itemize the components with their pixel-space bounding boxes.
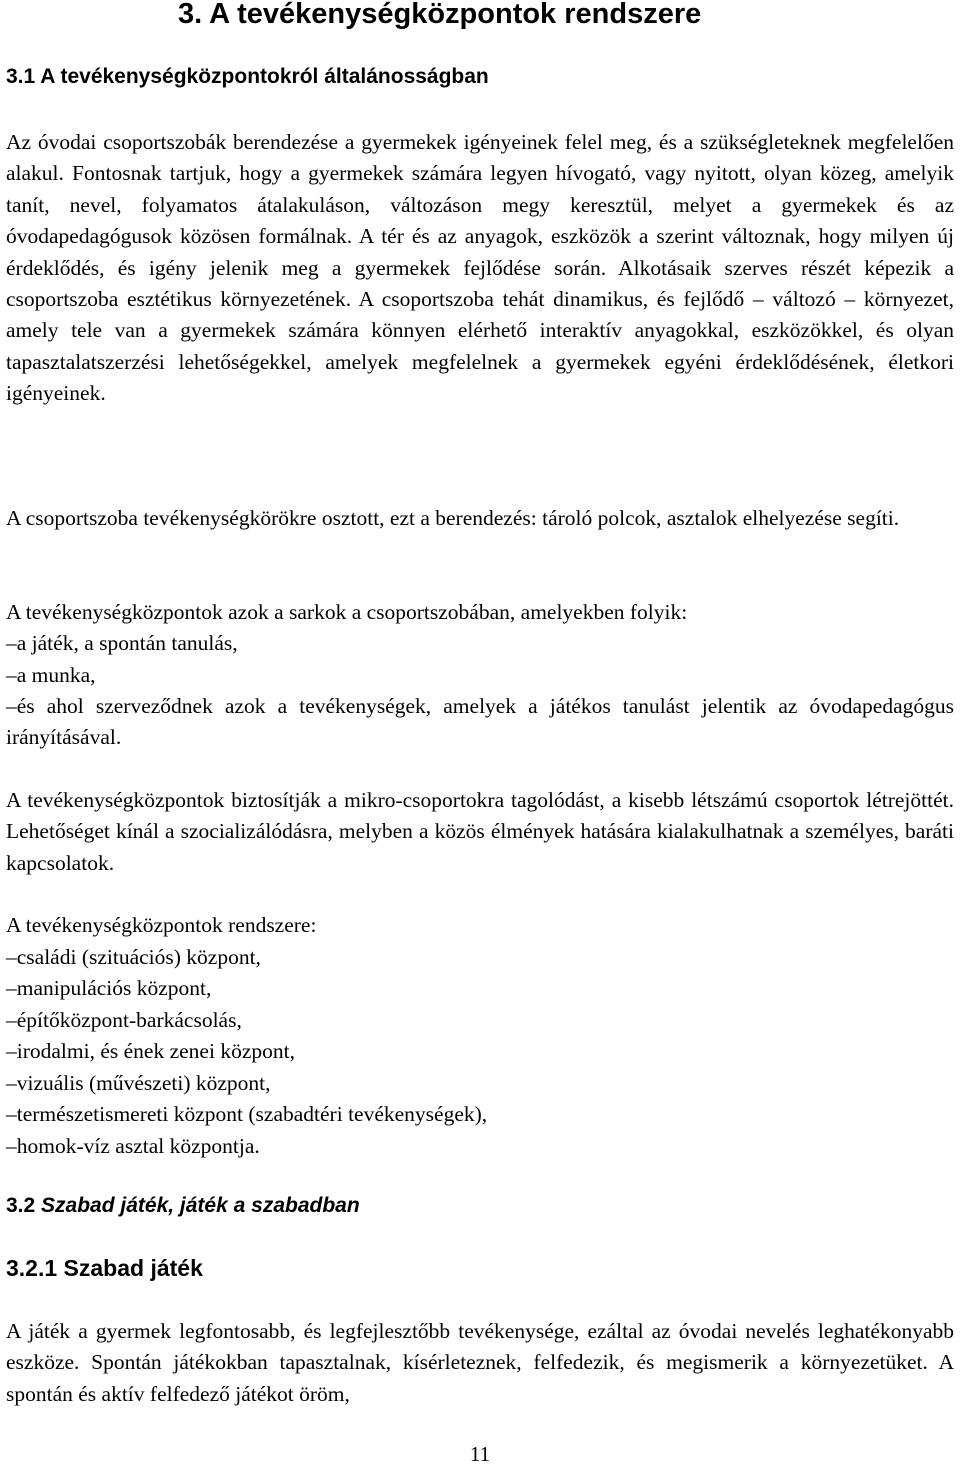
list-item: –és ahol szerveződnek azok a tevékenységek, amelyek a játékos tanulást jelentik az óvodapedagógus irányításával. xyxy=(6,694,954,750)
list-item: –építőközpont-barkácsolás, xyxy=(6,1008,242,1032)
list-item: –a játék, a spontán tanulás, xyxy=(6,631,238,655)
list-item: –természetismereti központ (szabadtéri tevékenységek), xyxy=(6,1102,488,1126)
list-item: –homok-víz asztal központja. xyxy=(6,1134,260,1158)
paragraph-free-play: A játék a gyermek legfontosabb, és legfejlesztőbb tevékenysége, ezáltal az óvodai nevelés leghatékonyabb eszköze. Spontán játékokban tapasztalnak, kísérleteznek, felfedezik, és megismerik a környezetüket. A spontán és aktív felfedező játékot öröm, xyxy=(6,1319,954,1406)
list-item: –irodalmi, és ének zenei központ, xyxy=(6,1039,295,1063)
list-item: –manipulációs központ, xyxy=(6,976,212,1000)
section-heading-3-2 xyxy=(6,1192,360,1220)
list-item: –családi (szituációs) központ, xyxy=(6,945,261,969)
section-heading-3-2-1: 3.2.1 Szabad játék xyxy=(6,1255,203,1281)
paragraph-room-layout: A csoportszoba tevékenységkörökre osztott, ezt a berendezés: tároló polcok, asztalok elhelyezése segíti. xyxy=(6,506,900,530)
chapter-heading: 3. A tevékenységközpontok rendszere xyxy=(178,0,702,30)
paragraph-micro-groups: A tevékenységközpontok biztosítják a mikro-csoportokra tagolódást, a kisebb létszámú csoportok létrejöttét. Lehetőséget kínál a szocializálódásra, melyben a közös élmények hatására kialakulhatnak a személyes, baráti kapcsolatok. xyxy=(6,788,954,875)
section-number: 3.2 xyxy=(6,1194,42,1217)
section-heading-3-1: 3.1 A tevékenységközpontokról általánosságban xyxy=(6,65,489,88)
list-item: –vizuális (művészeti) központ, xyxy=(6,1071,271,1095)
section-title: Szabad játék, játék a szabadban xyxy=(41,1194,360,1217)
paragraph-centers-intro: A tevékenységközpontok azok a sarkok a csoportszobában, amelyekben folyik: xyxy=(6,600,688,624)
paragraph-system-intro: A tevékenységközpontok rendszere: xyxy=(6,913,317,937)
page-number: 11 xyxy=(469,1442,491,1466)
list-item: –a munka, xyxy=(6,663,96,687)
paragraph-intro: Az óvodai csoportszobák berendezése a gyermekek igényeinek felel meg, és a szükségleteknek megfelelően alakul. Fontosnak tartjuk, hogy a gyermekek számára legyen hívogató, vagy nyitott, olyan közeg, amelyik tanít, nevel, folyamatos átalakuláson, változáson megy keresztül, melyet a gyermekek és az óvodapedagógusok közösen formálnak. A tér és az anyagok, eszközök a szerint változnak, hogy milyen új érdeklődés, és igény jelenik meg a gyermekek fejlődése során. Alkotásaik szerves részét képezik a csoportszoba esztétikus környezetének. A csoportszoba tehát dinamikus, és fejlődő – változó – környezet, amely tele van a gyermekek számára könnyen elérhető interaktív anyagokkal, eszközökkel, és olyan tapasztalatszerzési lehetőségekkel, amelyek megfelelnek a gyermekek egyéni érdeklődésének, életkori igényeinek. xyxy=(6,130,954,406)
